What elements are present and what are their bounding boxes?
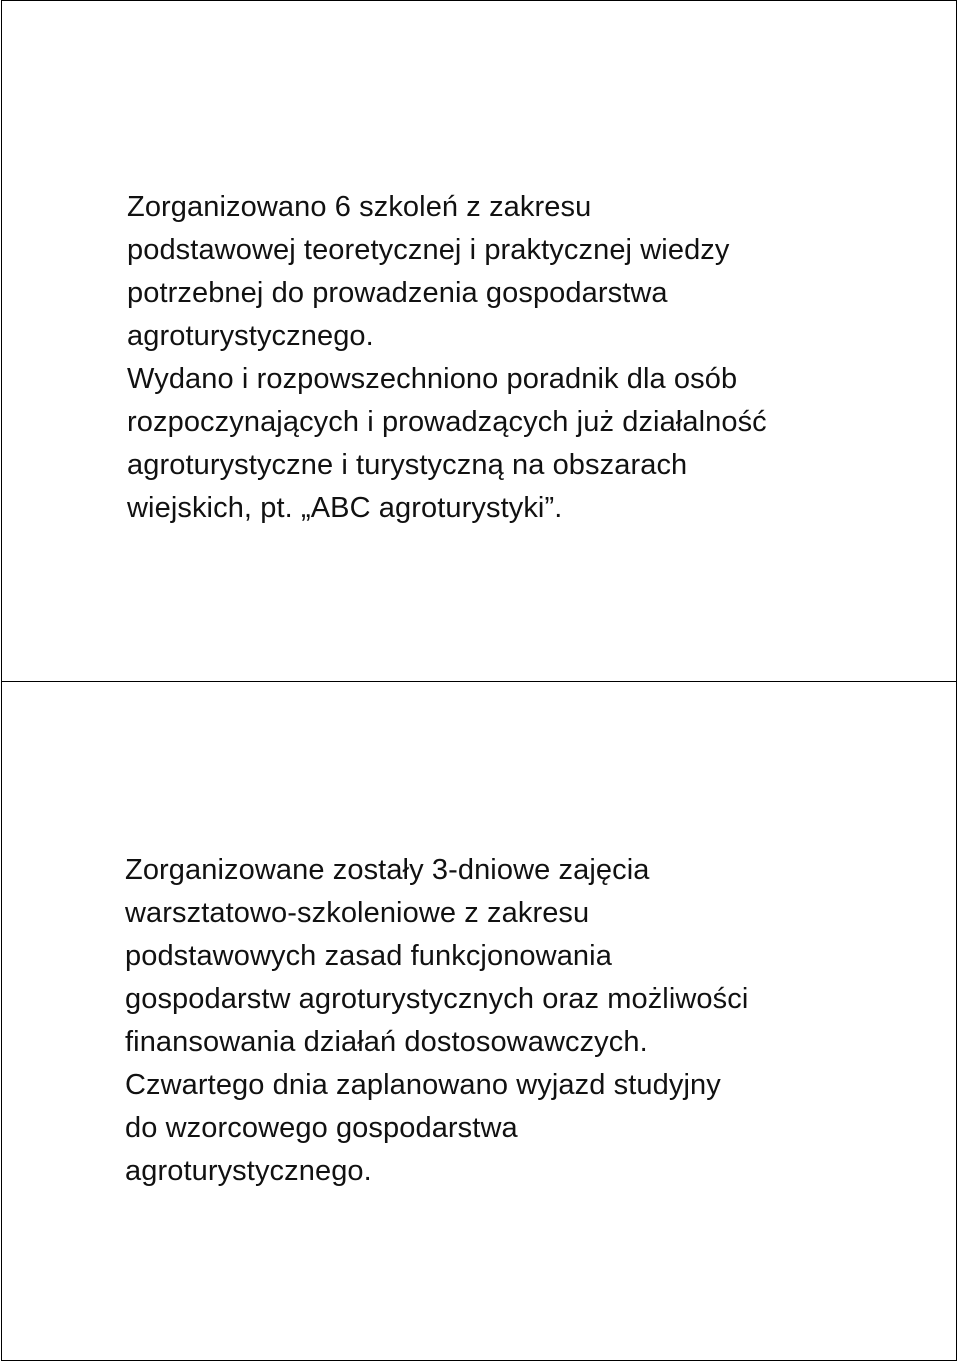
slide-2-paragraph-1: Zorganizowane zostały 3-dniowe zajęcia warsztatowo-szkoleniowe z zakresu podstawowych zasad funkcjonowania gospodarstw agroturystycznych oraz możliwości finansowania działań dostosowawczych. (125, 854, 749, 1058)
slide-1-paragraph-1: Zorganizowano 6 szkoleń z zakresu podstawowej teoretycznej i praktycznej wiedzy potrzebnej do prowadzenia gospodarstwa agroturystycznego. (127, 191, 730, 352)
slide-1-paragraph-2: Wydano i rozpowszechniono poradnik dla osób rozpoczynających i prowadzących już działalność agroturystyczne i turystyczną na obszarach wiejskich, pt. „ABC agroturystyki”. (127, 363, 767, 524)
slide-2-paragraph-2: Czwartego dnia zaplanowano wyjazd studyjny do wzorcowego gospodarstwa agroturystycznego. (125, 1069, 721, 1187)
slide-2-body (125, 849, 925, 1193)
slide-1-body (127, 186, 927, 530)
